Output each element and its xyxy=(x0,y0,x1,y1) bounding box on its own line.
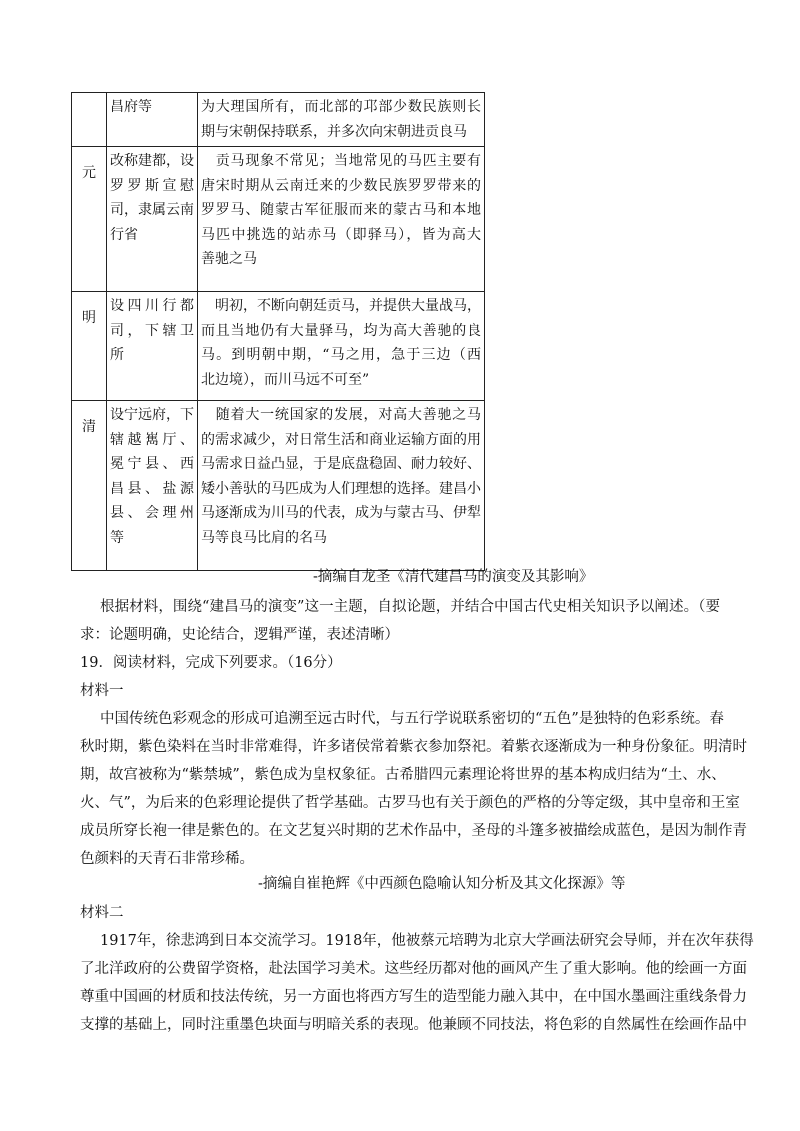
desc-line: 明初，不断向朝廷贡马，并提供大量战马， xyxy=(201,298,481,314)
desc-line: 北边境），而川马远不可至” xyxy=(201,371,370,388)
m1-line: 成员所穿长袍一律是紫色的。在文艺复兴时期的艺术作品中，圣母的斗篷多被描绘成蓝色，是因为制作青 xyxy=(80,823,747,839)
question-19: 19．阅读材料，完成下列要求。（16分） xyxy=(80,655,342,671)
desc-line: 贡马现象不常见；当地常见的马匹主要有 xyxy=(201,153,481,169)
desc-cell xyxy=(198,401,485,571)
material-2-label: 材料二 xyxy=(80,905,124,921)
admin-cell xyxy=(107,401,198,571)
admin-cell xyxy=(107,93,198,147)
era-cell xyxy=(72,93,107,147)
m2-line: 了北洋政府的公费留学资格，赴法国学习美术。这些经历都对他的画风产生了重大影响。他的绘画一方面 xyxy=(80,961,747,977)
m1-line: 秋时期，紫色染料在当时非常难得，许多诸侯常着紫衣参加祭祀。着紫衣逐渐成为一种身份象征。明清时 xyxy=(80,739,747,755)
era-cell: 清 xyxy=(72,401,107,571)
admin-line: 辖越嶲厅、 xyxy=(110,431,194,448)
table-row xyxy=(72,401,485,571)
desc-line: 马需求日益凸显，于是底盘稳固、耐力较好、 xyxy=(201,456,481,472)
admin-line: 昌县、盐源 xyxy=(110,480,194,497)
desc-line: 矮小善驮的马匹成为人们理想的选择。建昌小 xyxy=(201,480,481,497)
source-citation-2: -摘编自崔艳辉《中西颜色隐喻认知分析及其文化探源》等 xyxy=(258,876,626,892)
desc-line: 而且当地仍有大量驿马，均为高大善驰的良 xyxy=(201,322,481,339)
desc-line: 马。到明朝中期，“马之用，急于三边（西 xyxy=(201,347,481,363)
desc-line: 善驰之马 xyxy=(201,251,257,267)
admin-line: 司，隶属云南 xyxy=(110,202,194,218)
admin-line: 设四川行都 xyxy=(110,298,194,314)
desc-line: 期与宋朝保持联系，并多次向宋朝进贡良马 xyxy=(201,123,467,140)
admin-cell xyxy=(107,147,198,292)
desc-line: 马匹中挑选的站赤马（即驿马），皆为高大 xyxy=(201,226,481,243)
admin-line: 冕宁县、西 xyxy=(110,456,194,472)
desc-line: 罗罗马、随蒙古军征服而来的蒙古马和本地 xyxy=(201,202,481,218)
m1-line: 火、气”，为后来的色彩理论提供了哲学基础。古罗马也有关于颜色的严格的分等定级，其中皇帝和王室 xyxy=(80,795,740,811)
era-cell: 元 xyxy=(72,147,107,292)
admin-line: 等 xyxy=(110,529,124,546)
admin-line: 罗罗斯宣慰 xyxy=(110,177,194,194)
desc-line: 随着大一统国家的发展，对高大善驰之马 xyxy=(201,407,481,423)
admin-line: 行省 xyxy=(110,226,138,243)
task-paragraph xyxy=(80,593,747,873)
source-citation-1: -摘编自龙圣《清代建昌马的演变及其影响》 xyxy=(313,569,594,585)
desc-cell xyxy=(198,93,485,147)
table-row xyxy=(72,93,485,147)
m2-line: 尊重中国画的材质和技法传统，另一方面也将西方写生的造型能力融入其中，在中国水墨画注重线条骨力 xyxy=(80,989,747,1005)
desc-line: 的需求减少，对日常生活和商业运输方面的用 xyxy=(201,431,481,448)
desc-line: 唐宋时期从云南迁来的少数民族罗罗带来的 xyxy=(201,177,481,194)
m1-line: 色颜料的天青石非常珍稀。 xyxy=(80,851,254,867)
desc-line: 为大理国所有，而北部的邛部少数民族则长 xyxy=(201,99,481,115)
task-line: 根据材料，围绕“建昌马的演变”这一主题，自拟论题，并结合中国古代史相关知识予以阐述。（要 xyxy=(100,599,720,615)
desc-cell xyxy=(198,292,485,401)
admin-line: 昌府等 xyxy=(110,99,152,115)
admin-line: 设宁远府，下 xyxy=(110,407,194,423)
table-row xyxy=(72,292,485,401)
material-1-label: 材料一 xyxy=(80,683,124,699)
m2-line: 1917年，徐悲鸿到日本交流学习。1918年，他被蔡元培聘为北京大学画法研究会导师，并在次年获得 xyxy=(100,933,754,949)
admin-line: 县、会理州 xyxy=(110,505,194,521)
table-row xyxy=(72,147,485,292)
admin-line: 改称建都，设 xyxy=(110,153,194,169)
admin-line: 司，下辖卫 xyxy=(110,322,194,339)
desc-cell xyxy=(198,147,485,292)
m1-line: 中国传统色彩观念的形成可追溯至远古时代，与五行学说联系密切的“五色”是独特的色彩系统。春 xyxy=(100,711,724,727)
admin-line: 所 xyxy=(110,347,124,363)
m2-line: 支撑的基础上，同时注重墨色块面与明暗关系的表现。他兼顾不同技法，将色彩的自然属性在绘画作品中 xyxy=(80,1017,747,1033)
history-table xyxy=(71,92,485,571)
task-line: 求：论题明确，史论结合，逻辑严谨，表述清晰） xyxy=(80,627,399,643)
desc-line: 马逐渐成为川马的代表，成为与蒙古马、伊犁 xyxy=(201,505,481,521)
desc-line: 马等良马比肩的名马 xyxy=(201,529,327,546)
era-cell: 明 xyxy=(72,292,107,401)
material-2 xyxy=(80,899,754,1039)
admin-cell xyxy=(107,292,198,401)
m1-line: 期，故宫被称为“紫禁城”，紫色成为皇权象征。古希腊四元素理论将世界的基本构成归结为“土、水、 xyxy=(80,767,726,783)
